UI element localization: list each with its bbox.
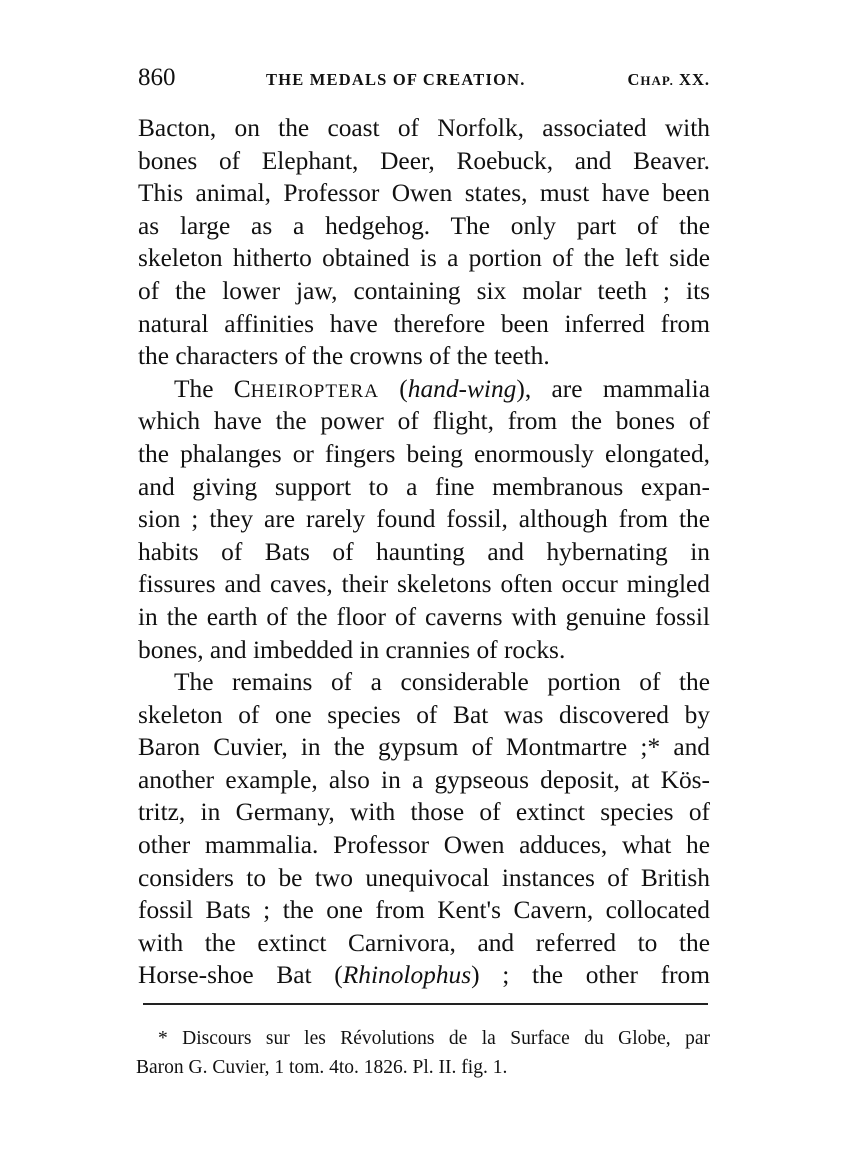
text-line: considers to be two unequivocal instances of British	[138, 863, 710, 892]
text-line: Horse-shoe Bat (Rhinolophus) ; the other from	[138, 961, 711, 990]
paragraph-first-line: The remains of a considerable portion of the	[174, 668, 710, 697]
text-line: the phalanges or fingers being enormously elongated,	[138, 439, 710, 468]
text-line: with the extinct Carnivora, and referred to the	[138, 928, 710, 957]
text-line: Baron Cuvier, in the gypsum of Montmartre ;* and	[138, 733, 710, 762]
paragraph-first-line: The CHEIROPTERA (hand-wing), are mammalia	[174, 374, 710, 403]
small-caps-term: CHEIROPTERA	[233, 374, 379, 403]
page-number: 860	[138, 64, 176, 91]
text-line: bones, and imbedded in crannies of rocks.	[138, 635, 566, 664]
text-line: as large as a hedgehog. The only part of the	[138, 211, 710, 240]
body-text	[138, 112, 710, 992]
text-line: This animal, Professor Owen states, must have been	[138, 179, 710, 208]
text-line: skeleton of one species of Bat was discovered by	[138, 700, 710, 729]
text-line: habits of Bats of haunting and hybernating in	[138, 537, 710, 566]
text-line: skeleton hitherto obtained is a portion of the left side	[138, 244, 710, 273]
text-line: Bacton, on the coast of Norfolk, associated with	[138, 114, 710, 142]
text-line: sion ; they are rarely found fossil, although from the	[138, 505, 710, 534]
text-line: bones of Elephant, Deer, Roebuck, and Beaver.	[138, 146, 710, 175]
text-line: which have the power of flight, from the bones of	[138, 407, 710, 436]
chapter-label: CHAP. XX.	[627, 70, 710, 89]
footnote-line: * Discours sur les Révolutions de la Surface du Globe, par	[158, 1028, 710, 1049]
text-line: other mammalia. Professor Owen adduces, what he	[138, 831, 710, 860]
italic-term: hand-wing	[407, 374, 517, 403]
footnote-rule	[143, 1003, 708, 1005]
running-title: THE MEDALS OF CREATION.	[266, 70, 526, 89]
text-line: fossil Bats ; the one from Kent's Cavern, collocated	[138, 896, 710, 925]
footnote-line: Baron G. Cuvier, 1 tom. 4to. 1826. Pl. II. fig. 1.	[136, 1057, 508, 1078]
running-header	[138, 64, 710, 98]
text-line: and giving support to a fine membranous expan-	[138, 472, 710, 501]
text-line: fissures and caves, their skeletons often occur mingled	[138, 570, 710, 599]
text-line: in the earth of the floor of caverns with genuine fossil	[138, 602, 710, 631]
text-line: natural affinities have therefore been inferred from	[138, 309, 710, 338]
text-line: of the lower jaw, containing six molar teeth ; its	[138, 276, 710, 305]
text-line: another example, also in a gypseous deposit, at Kös-	[138, 765, 710, 794]
text-line: tritz, in Germany, with those of extinct species of	[138, 798, 710, 827]
italic-term: Rhinolophus	[342, 961, 472, 990]
footnote	[136, 1024, 710, 1082]
text-line: the characters of the crowns of the teeth.	[138, 342, 550, 371]
